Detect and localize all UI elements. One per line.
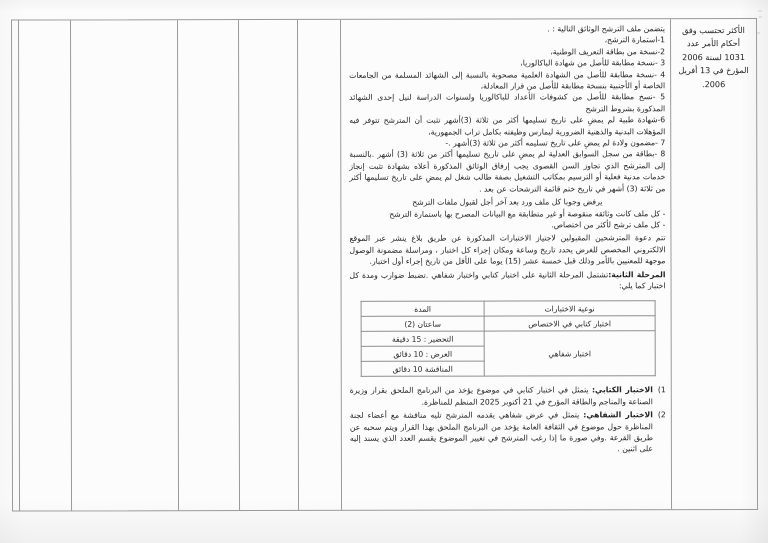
table-header-row [361,301,655,317]
table-cell-conditions [671,19,757,509]
table-cell-col-4 [239,20,299,510]
scan-artifact [758,10,762,12]
header-exam-duration: المدة [361,301,484,316]
exam-duration-written: ساعتان (2) [361,316,484,331]
document-item: 7 -مضمون ولادة لم يمضِ على تاريخ تسليمه أكثر من ثلاثة (3)أشهر .- [445,138,666,148]
rejection-item: - كل ملف كانت وثائقه منقوصة أو غير متطابقة مع البيانات المصرح بها باستمارة الترشح [389,208,666,219]
exam-duration-oral-discussion: المناقشة 10 دقائق [361,361,484,376]
scan-artifact [757,32,760,34]
note-item-written [350,385,666,408]
table-cell-main-text [341,19,672,510]
convocation-paragraph: تتم دعوة المترشحين المقبولين لاجتياز الاختبارات المذكورة عن طريق بلاغ ينشر عبر الموقع الالكتروني المخصص للغرض يحدد تاريخ وساعة ومكان إجراء كل اختبار ، ومراسلة مضمونة الوصول موجهة للمعنيين بالأمر وذلك قبل خمسة عشر (15) يوما على الأقل من تاريخ إجراء أول اختبار. [349,233,666,266]
rejection-intro: يرفض وجوبا كل ملف ورد بعد آخر أجل لقبول ملفات الترشح [412,197,603,207]
table-row [361,316,655,332]
document-item: 3 -نسخة مطابقة للأصل من شهادة الباكالوريا، [520,58,666,68]
outer-table [11,18,758,512]
document-item: 5 -نسخ مطابقة للأصل من كشوفات الأعداد للباكالوريا ولسنوات الدراسة لنيل إحدى الشهائد المذكورة بشروط الترشح [349,92,666,114]
phase-two-label: المرحلة الثانية: [608,269,666,279]
exam-duration-oral-presentation: العرض : 10 دقائق [361,346,484,361]
note-text: يتمثل في عرض شفاهي يقدمه المترشح تليه مناقشة مع أعضاء لجنة المناظرة حول موضوع في الثقافة العامة يؤخذ من البرنامج الملحق بهذا القرار ويتم سحبه عن طريق القرعة .وفي صورة ما إذا رغب المترشح في تغيير الموضوع يقسم العدد الذي يسند إليه على اثنين . [349,410,654,454]
document-item: 6-شهادة طبية لم يمضِ على تاريخ تسليمها أكثر من ثلاثة (3)أشهر تثبت أن المترشح تتوفر فيه المؤهلات البدنية والذهنية الضرورية ليمارس وظيفته بكامل تراب الجمهورية، [349,115,666,137]
note-label: الاختبار الكتابي: [591,385,653,395]
document-item: 1-استمارة الترشح، [604,35,666,45]
table-cell-col-5 [178,20,240,510]
exam-kind-written: اختبار كتابي في الاختصاص [484,316,655,331]
rejection-item: - كل ملف ترشح لأكثر من اختصاص. [551,220,666,230]
note-label: الاختبار الشفاهي: [583,410,653,420]
note-number: 2) [657,410,666,420]
note-body [350,385,653,408]
document-item: 4 -نسخة مطابقة للأصل من الشهادة العلمية مصحوبة بالنسبة إلى الشهائد المسلمة من الجامعات الخاصة أو الأجنبية بنسخة مطابقة للأصل من قرار المعادلة، [349,69,666,91]
table-cell-col-6 [71,20,179,510]
note-number: 1) [657,385,666,395]
header-exam-kind: نوعية الاختبارات [484,301,655,316]
document-item: 2-نسخة من بطاقة التعريف الوطنية، [550,47,666,57]
table-cell-col-7 [19,20,72,510]
conditions-note: الأكثر تحتسب وفق أحكام الأمر عدد 1031 لسنة 2006 المؤرخ في 13 أفريل 2006. [678,25,749,89]
table-cell-col-3 [298,20,342,510]
scan-artifact [759,16,762,18]
table-row [361,331,655,347]
exam-duration-oral-prep: التحضير : 15 دقيقة [361,331,484,346]
exam-schedule-table [361,301,656,378]
note-body [350,409,653,455]
note-item-oral [350,409,666,455]
phase-two-text: تشتمل المرحلة الثانية على اختبار كتابي واختبار شفاهي .تضبط ضوارب ومدة كل اختبار كما يلي: [349,269,666,291]
intro-line: يتضمن ملف الترشح الوثائق التالية : . [547,24,666,34]
phase-two-paragraph [350,269,666,292]
table-cell-col-8 [10,21,20,511]
document-item: 8 -بطاقة من سجل السوابق العدلية لم يمضِ على تاريخ تسليمها أكثر من ثلاثة (3) أشهر .بالنسبة إلى المترشح الذي تجاوز السن القصوى يجب إرفاق الوثائق المذكورة أعلاه بشهادة تثبت إنجاز خدمات مدنية فعلية أو الترسيم بمكاتب التشغيل بصفة طالب شغل لم يمضِ على تاريخ تسليمها أكثر من ثلاثة (3) أشهر في تاريخ ختم قائمة الترشحات عن بعد . [349,149,666,194]
exam-kind-oral: اختبار شفاهي [484,331,655,376]
note-text: يتمثل في اختبار كتابي في موضوع يؤخذ من البرنامج الملحق بقرار وزيرة الصناعة والمناجم والطاقة المؤرخ في 21 أكتوبر 2025 المنظم للمناظرة. [349,385,653,407]
